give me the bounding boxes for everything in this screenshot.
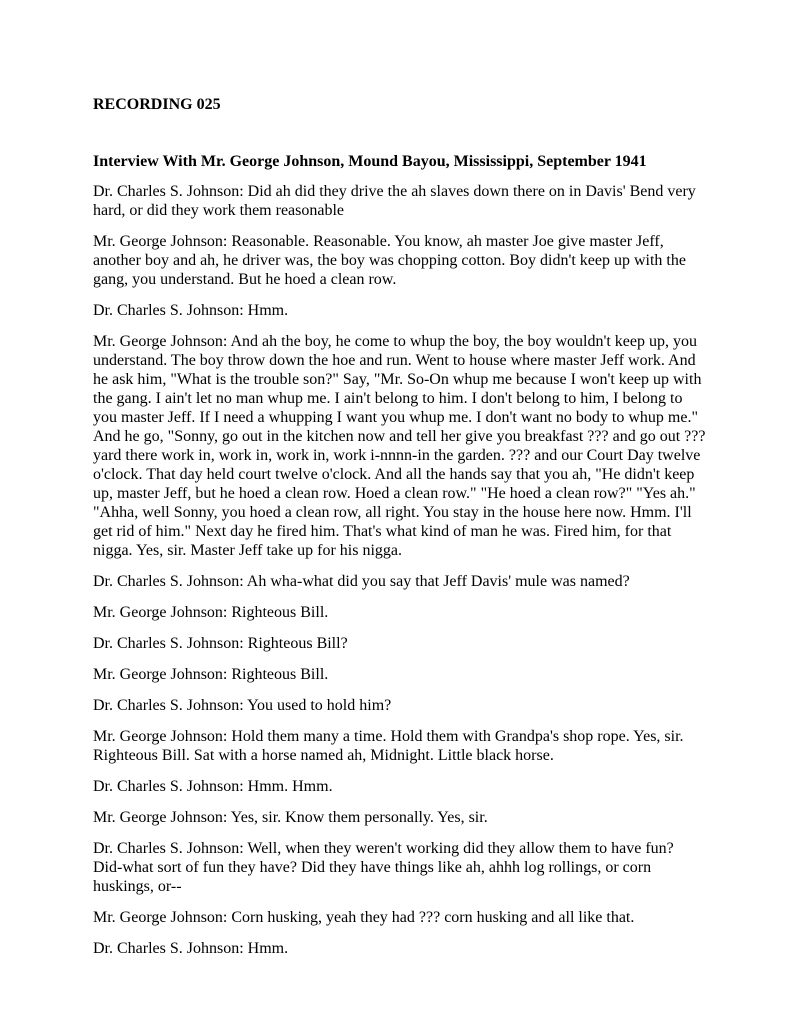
transcript-paragraph: Mr. George Johnson: Yes, sir. Know them personally. Yes, sir. bbox=[93, 809, 488, 826]
transcript-paragraph: Dr. Charles S. Johnson: Hmm. bbox=[93, 940, 289, 957]
transcript-paragraph: Dr. Charles S. Johnson: You used to hold him? bbox=[93, 697, 392, 714]
transcript-paragraph: Mr. George Johnson: Reasonable. Reasonable. You know, ah master Joe give master Jeff, another boy and ah, he driver was, the boy was chopping cotton. Boy didn't keep up with the gang, you understand. But he hoed a clean row. bbox=[93, 233, 686, 288]
transcript-paragraph: Dr. Charles S. Johnson: Hmm. bbox=[93, 302, 289, 319]
transcript-paragraph: Dr. Charles S. Johnson: Righteous Bill? bbox=[93, 635, 348, 652]
transcript-paragraph: Mr. George Johnson: And ah the boy, he come to whup the boy, the boy wouldn't keep up, you understand. The boy throw down the hoe and run. Went to house where master Jeff work. And he ask him, "What is the trouble son?" Say, "Mr. So-On whup me because I won't keep up with the gang. I ain't let no man whup me. I ain't belong to him. I don't belong to him, I belong to you master Jeff. If I need a whupping I want you whup me. I don't want no body to whup me." And he go, "Sonny, go out in the kitchen now and tell her give you breakfast ??? and go out ??? yard there work in, work in, work in, work i-nnnn-in the garden. ??? and our Court Day twelve o'clock. That day held court twelve o'clock. And all the hands say that you ah, "He didn't keep up, master Jeff, but he hoed a clean row. Hoed a clean row." "He hoed a clean row?" "Yes ah." "Ahha, well Sonny, you hoed a clean row, all right. You stay in the house here now. Hmm. I'll get rid of him." Next day he fired him. That's what kind of man he was. Fired him, for that nigga. Yes, sir. Master Jeff take up for his nigga. bbox=[93, 333, 706, 559]
recording-heading: RECORDING 025 bbox=[93, 96, 221, 113]
transcript-paragraph: Dr. Charles S. Johnson: Ah wha-what did you say that Jeff Davis' mule was named? bbox=[93, 573, 630, 590]
transcript-paragraph: Dr. Charles S. Johnson: Hmm. Hmm. bbox=[93, 778, 333, 795]
transcript-paragraph: Mr. George Johnson: Hold them many a time. Hold them with Grandpa's shop rope. Yes, sir. Righteous Bill. Sat with a horse named ah, Midnight. Little black horse. bbox=[93, 728, 684, 764]
transcript-paragraph: Mr. George Johnson: Righteous Bill. bbox=[93, 666, 329, 683]
transcript-paragraph: Dr. Charles S. Johnson: Well, when they weren't working did they allow them to have fun? Did-what sort of fun they have? Did they have things like ah, ahhh log rollings, or corn huskings, or-- bbox=[93, 840, 674, 895]
interview-title: Interview With Mr. George Johnson, Mound Bayou, Mississippi, September 1941 bbox=[93, 153, 647, 170]
transcript-paragraph: Mr. George Johnson: Righteous Bill. bbox=[93, 604, 329, 621]
transcript-paragraph: Dr. Charles S. Johnson: Did ah did they drive the ah slaves down there on in Davis' Bend very hard, or did they work them reasonable bbox=[93, 183, 696, 219]
transcript-paragraph: Mr. George Johnson: Corn husking, yeah they had ??? corn husking and all like that. bbox=[93, 909, 635, 926]
